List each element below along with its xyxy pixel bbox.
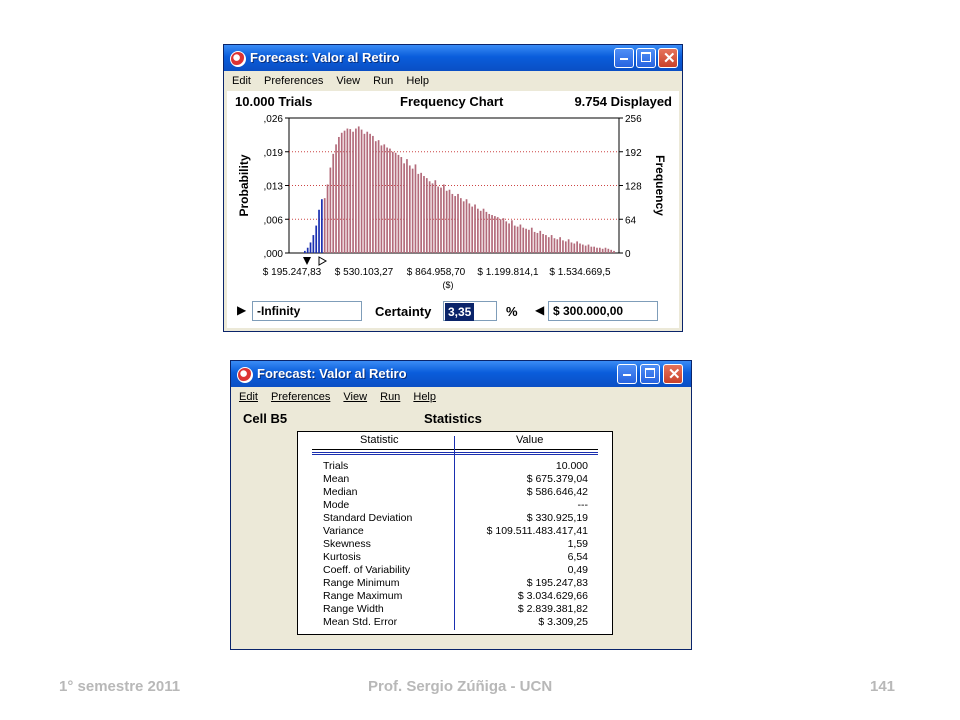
chart-bar xyxy=(457,194,459,253)
chart-bar xyxy=(477,209,479,253)
chart-bar xyxy=(324,198,326,253)
chart-bar xyxy=(375,141,377,253)
chart-bar xyxy=(389,149,391,253)
chart-bar xyxy=(434,180,436,253)
row-statistic: Mean xyxy=(323,473,350,485)
chart-bar xyxy=(488,214,490,253)
minimize-icon xyxy=(623,374,631,376)
chart-bar xyxy=(386,148,388,253)
row-value: $ 195.247,83 xyxy=(526,577,588,589)
chart-bar xyxy=(451,194,453,253)
chart-bar xyxy=(347,129,349,253)
cell-reference: Cell B5 xyxy=(243,411,288,426)
y2-tick-label: 64 xyxy=(625,215,637,227)
frequency-chart xyxy=(224,45,682,331)
y-axis-label: Probability xyxy=(237,154,251,217)
certainty-value: 3,35 xyxy=(445,303,474,321)
chart-bar xyxy=(335,144,337,253)
footer-author: Prof. Sergio Zúñiga - UCN xyxy=(368,678,553,695)
chart-bar xyxy=(599,248,601,253)
menu-run[interactable]: Run xyxy=(373,75,394,87)
row-value: 1,59 xyxy=(567,538,588,550)
chart-bar xyxy=(508,223,510,253)
y2-axis-label: Frequency xyxy=(653,155,667,216)
row-value: --- xyxy=(577,499,588,511)
menu-edit[interactable]: Edit xyxy=(239,391,258,403)
trials-count: 10.000 Trials xyxy=(235,94,313,109)
chart-bar xyxy=(315,226,317,253)
chart-bar xyxy=(446,191,448,253)
y-tick-label: ,026 xyxy=(263,114,283,125)
menu-preferences[interactable]: Preferences xyxy=(271,391,331,403)
chart-bar xyxy=(454,196,456,253)
table-row xyxy=(298,603,612,616)
header-divider-2 xyxy=(312,454,598,455)
row-value: $ 3.034.629,66 xyxy=(517,590,588,602)
chart-bar xyxy=(372,136,374,253)
row-statistic: Range Width xyxy=(323,603,384,615)
row-value: $ 586.646,42 xyxy=(526,486,588,498)
certainty-label: Certainty xyxy=(375,304,432,319)
table-row xyxy=(298,590,612,603)
chart-bar xyxy=(613,251,615,253)
chart-bar xyxy=(307,248,309,253)
chart-bar xyxy=(579,244,581,253)
menu-view[interactable]: View xyxy=(343,391,368,403)
y-tick-label: ,013 xyxy=(263,181,283,193)
menu-help[interactable]: Help xyxy=(413,391,436,403)
column-header-value: Value xyxy=(516,434,544,446)
chart-bar xyxy=(432,183,434,253)
table-row xyxy=(298,473,612,486)
close-icon: ✕ xyxy=(663,50,676,67)
chart-bar xyxy=(505,221,507,253)
chart-bar xyxy=(483,209,485,253)
forecast-statistics-window xyxy=(230,360,692,650)
chart-bar xyxy=(449,190,451,253)
chart-bar xyxy=(551,235,553,253)
chart-bar xyxy=(559,237,561,253)
chart-bar xyxy=(562,240,564,253)
chart-bar xyxy=(437,187,439,253)
row-value: $ 675.379,04 xyxy=(526,473,588,485)
chart-bar xyxy=(466,199,468,253)
chart-bar xyxy=(576,241,578,253)
row-statistic: Skewness xyxy=(323,538,371,550)
row-statistic: Variance xyxy=(323,525,364,537)
row-statistic: Trials xyxy=(323,460,349,472)
chart-bar xyxy=(313,235,315,253)
chart-bar xyxy=(474,204,476,253)
chart-bar xyxy=(469,203,471,253)
window-title: Forecast: Valor al Retiro xyxy=(257,366,407,381)
chart-bar xyxy=(497,217,499,253)
table-row xyxy=(298,486,612,499)
chart-bar xyxy=(332,154,334,253)
chart-bar xyxy=(358,126,360,253)
chart-bar xyxy=(352,132,354,253)
chart-bar xyxy=(423,176,425,253)
chart-bar xyxy=(556,239,558,253)
title-bar[interactable] xyxy=(231,361,691,387)
chart-bar xyxy=(395,153,397,253)
chart-bar xyxy=(528,230,530,253)
chart-bar xyxy=(590,247,592,253)
chart-bar xyxy=(605,248,607,253)
chart-bar xyxy=(610,250,612,253)
column-header-statistic: Statistic xyxy=(360,434,399,446)
header-divider xyxy=(312,449,598,453)
forecast-chart-window xyxy=(223,44,683,332)
chart-bar xyxy=(392,152,394,253)
chart-bar xyxy=(588,245,590,253)
chart-bar xyxy=(593,247,595,253)
x-tick-label: $ 530.103,27 xyxy=(334,267,394,278)
y-tick-label: ,019 xyxy=(263,147,283,159)
chart-bar xyxy=(443,184,445,253)
chart-bar xyxy=(525,229,527,253)
table-row xyxy=(298,512,612,525)
chart-bar xyxy=(480,211,482,253)
chart-bar xyxy=(409,165,411,253)
right-field-arrow-icon[interactable]: ◀ xyxy=(535,303,545,317)
menu-view[interactable]: View xyxy=(336,75,361,87)
chart-bar xyxy=(349,129,351,253)
row-statistic: Mode xyxy=(323,499,350,511)
chart-bar xyxy=(545,235,547,253)
chart-bar xyxy=(429,181,431,253)
chart-bar xyxy=(327,184,329,253)
chart-bar xyxy=(383,144,385,253)
chart-bar xyxy=(463,201,465,253)
minimize-button[interactable] xyxy=(617,364,637,384)
row-value: $ 3.309,25 xyxy=(538,616,588,628)
chart-bar xyxy=(503,218,505,253)
statistics-heading: Statistics xyxy=(424,411,482,426)
left-field-arrow-icon[interactable]: ▶ xyxy=(237,303,247,317)
table-row xyxy=(298,577,612,590)
chart-bar xyxy=(565,241,567,253)
table-row xyxy=(298,551,612,564)
row-value: $ 109.511.483.417,41 xyxy=(486,525,588,537)
row-statistic: Median xyxy=(323,486,358,498)
chart-bar xyxy=(539,231,541,253)
footer-page-number: 141 xyxy=(870,678,896,695)
chart-bar xyxy=(585,246,587,253)
chart-bar xyxy=(341,133,343,253)
chart-bar xyxy=(517,227,519,253)
table-row xyxy=(298,525,612,538)
row-statistic: Kurtosis xyxy=(323,551,361,563)
table-row xyxy=(298,616,612,629)
chart-bar xyxy=(318,210,320,253)
y-tick-label: ,000 xyxy=(263,249,283,260)
y2-tick-label: 0 xyxy=(625,249,631,260)
x-tick-label: $ 1.199.814,1 xyxy=(477,267,539,278)
menu-bar xyxy=(231,387,691,407)
row-value: 10.000 xyxy=(555,460,588,472)
chart-bar xyxy=(537,233,539,253)
row-statistic: Mean Std. Error xyxy=(323,616,398,628)
chart-bar xyxy=(568,239,570,253)
chart-bar xyxy=(440,188,442,253)
chart-bar xyxy=(304,251,306,253)
y2-tick-label: 128 xyxy=(625,181,642,193)
chart-bar xyxy=(522,228,524,253)
chart-bar xyxy=(486,212,488,253)
chart-bar xyxy=(310,242,312,253)
chart-bar xyxy=(344,131,346,253)
chart-bar xyxy=(403,163,405,253)
chart-bar xyxy=(420,173,422,253)
chart-bar xyxy=(596,248,598,253)
maximize-icon xyxy=(645,368,655,378)
chart-bar xyxy=(607,249,609,253)
table-row xyxy=(298,499,612,512)
chart-bar xyxy=(366,132,368,253)
right-bound-field[interactable]: $ 300.000,00 xyxy=(548,301,658,321)
row-statistic: Coeff. of Variability xyxy=(323,564,411,576)
chart-bar xyxy=(548,237,550,253)
chart-bar xyxy=(542,234,544,253)
x-axis-label: ($) xyxy=(442,280,454,290)
chart-bar xyxy=(355,129,357,253)
app-icon xyxy=(237,367,253,383)
chart-bar xyxy=(460,198,462,253)
table-row xyxy=(298,564,612,577)
chart-bar xyxy=(361,130,363,253)
chart-bar xyxy=(571,242,573,253)
chart-bar xyxy=(500,219,502,253)
statistics-table xyxy=(297,431,613,635)
chart-bar xyxy=(412,169,414,253)
maximize-button[interactable] xyxy=(640,364,660,384)
chart-bar xyxy=(471,207,473,253)
displayed-count: 9.754 Displayed xyxy=(574,94,672,109)
window-title: Forecast: Valor al Retiro xyxy=(250,50,400,65)
certainty-field[interactable] xyxy=(443,301,497,321)
row-value: 6,54 xyxy=(567,551,588,563)
x-tick-label: $ 195.247,83 xyxy=(262,267,322,278)
percent-sign: % xyxy=(506,304,518,319)
chart-bar xyxy=(491,215,493,253)
right-certainty-grabber-icon xyxy=(319,257,326,265)
row-value: $ 2.839.381,82 xyxy=(517,603,588,615)
row-value: $ 330.925,19 xyxy=(526,512,588,524)
chart-bar xyxy=(417,174,419,253)
menu-help[interactable]: Help xyxy=(406,75,429,87)
table-row xyxy=(298,460,612,473)
chart-bar xyxy=(406,159,408,253)
chart-bar xyxy=(426,178,428,253)
left-bound-field[interactable]: -Infinity xyxy=(252,301,362,321)
chart-bar xyxy=(554,238,556,253)
menu-edit[interactable]: Edit xyxy=(232,75,251,87)
y2-tick-label: 192 xyxy=(625,147,642,159)
row-statistic: Range Maximum xyxy=(323,590,403,602)
chart-bar xyxy=(381,145,383,253)
y2-tick-label: 256 xyxy=(625,114,642,125)
chart-bar xyxy=(398,155,400,253)
menu-run[interactable]: Run xyxy=(380,391,401,403)
chart-bar xyxy=(369,134,371,253)
footer-semester: 1° semestre 2011 xyxy=(59,678,181,695)
chart-bar xyxy=(338,137,340,253)
x-tick-label: $ 864.958,70 xyxy=(406,267,466,278)
chart-bar xyxy=(378,140,380,253)
chart-bar xyxy=(573,244,575,253)
chart-bar xyxy=(520,225,522,253)
chart-bar xyxy=(582,245,584,253)
close-button[interactable] xyxy=(663,364,683,384)
row-value: 0,49 xyxy=(567,564,588,576)
chart-bar xyxy=(602,249,604,253)
row-statistic: Standard Deviation xyxy=(323,512,413,524)
chart-bar xyxy=(531,228,533,253)
table-row xyxy=(298,538,612,551)
row-statistic: Range Minimum xyxy=(323,577,400,589)
chart-bar xyxy=(514,226,516,253)
chart-bar xyxy=(415,164,417,253)
chart-bar xyxy=(511,220,513,253)
chart-bar xyxy=(321,199,323,253)
chart-bar xyxy=(400,157,402,253)
y-tick-label: ,006 xyxy=(263,215,283,227)
chart-bar xyxy=(330,168,332,253)
close-icon: ✕ xyxy=(668,366,681,383)
chart-bar xyxy=(534,232,536,253)
x-tick-label: $ 1.534.669,5 xyxy=(549,267,611,278)
menu-preferences[interactable]: Preferences xyxy=(264,75,324,87)
chart-title: Frequency Chart xyxy=(400,94,504,109)
left-certainty-grabber-icon xyxy=(303,257,311,265)
chart-bar xyxy=(364,134,366,253)
chart-bar xyxy=(494,216,496,253)
